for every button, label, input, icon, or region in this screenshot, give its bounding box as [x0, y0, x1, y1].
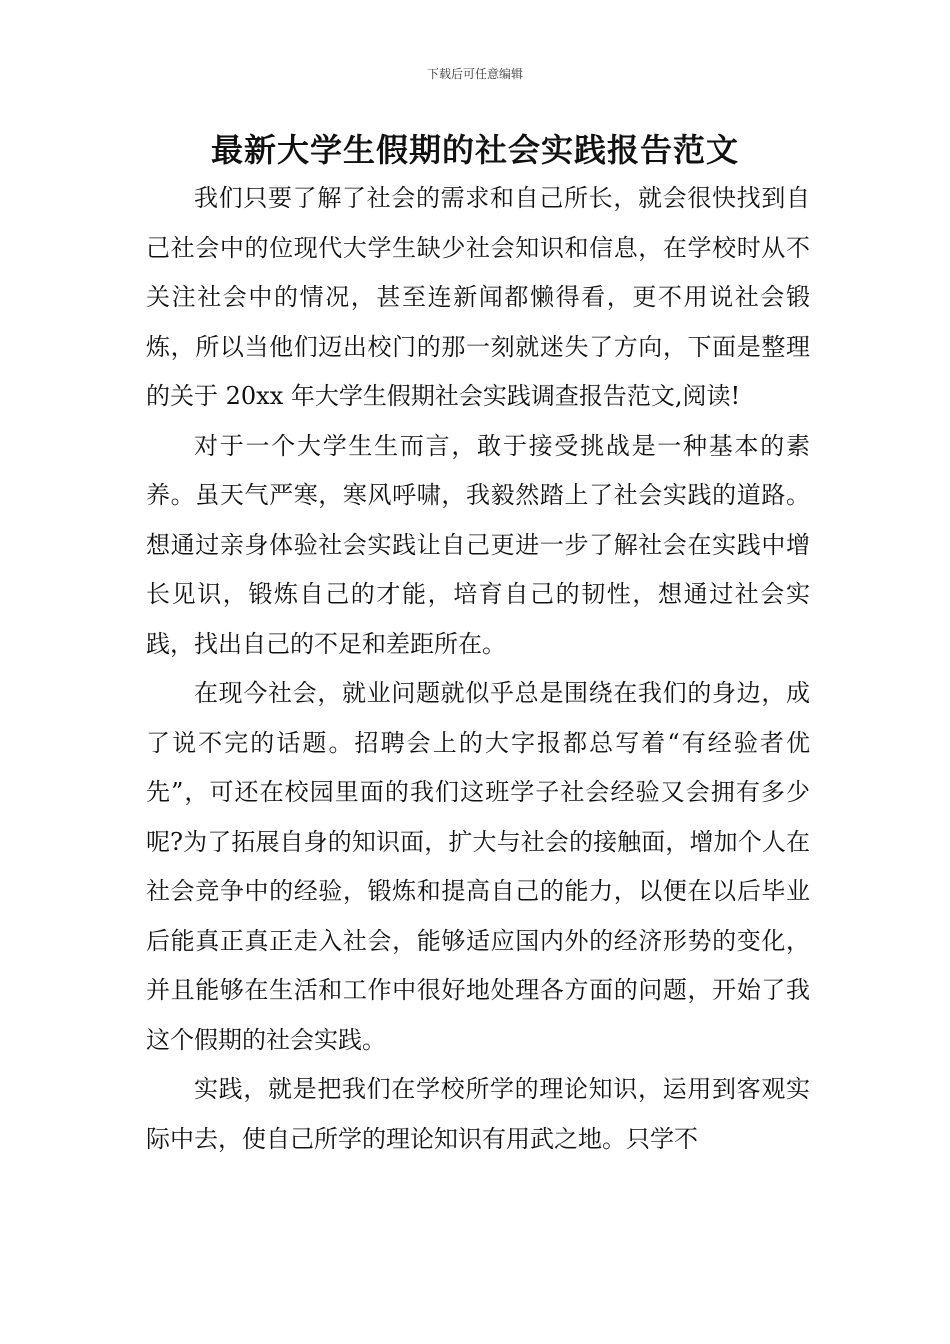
paragraph-3: 在现今社会，就业问题就似乎总是围绕在我们的身边，成了说不完的话题。招聘会上的大字报都总写着“有经验者优先”，可还在校园里面的我们这班学子社会经验又会拥有多少呢?为了拓展自身的知识面，扩大与社会的接触面，增加个人在社会竞争中的经验，锻炼和提高自己的能力，以便在以后毕业后能真正真正走入社会，能够适应国内外的经济形势的变化，并且能够在生活和工作中很好地处理各方面的问题，开始了我这个假期的社会实践。	[146, 679, 810, 1054]
paragraph-2: 对于一个大学生生而言，敢于接受挑战是一种基本的素养。虽天气严寒，寒风呼啸，我毅然踏上了社会实践的道路。想通过亲身体验社会实践让自己更进一步了解社会在实践中增长见识，锻炼自己的才能，培育自己的韧性，想通过社会实践，找出自己的不足和差距所在。	[146, 431, 810, 658]
header-note: 下载后可任意编辑	[426, 67, 523, 81]
paragraph-4: 实践，就是把我们在学校所学的理论知识，运用到客观实际中去，使自己所学的理论知识有用武之地。只学不	[146, 1075, 810, 1153]
paragraph-1: 我们只要了解了社会的需求和自己所长，就会很快找到自己社会中的位现代大学生缺少社会知识和信息，在学校时从不关注社会中的情况，甚至连新闻都懒得看，更不用说社会锻炼，所以当他们迈出校门的那一刻就迷失了方向，下面是整理的关于 20xx 年大学生假期社会实践调查报告范文,阅读!	[146, 184, 810, 410]
document-body	[146, 174, 810, 1164]
document-title: 最新大学生假期的社会实践报告范文	[210, 131, 739, 169]
